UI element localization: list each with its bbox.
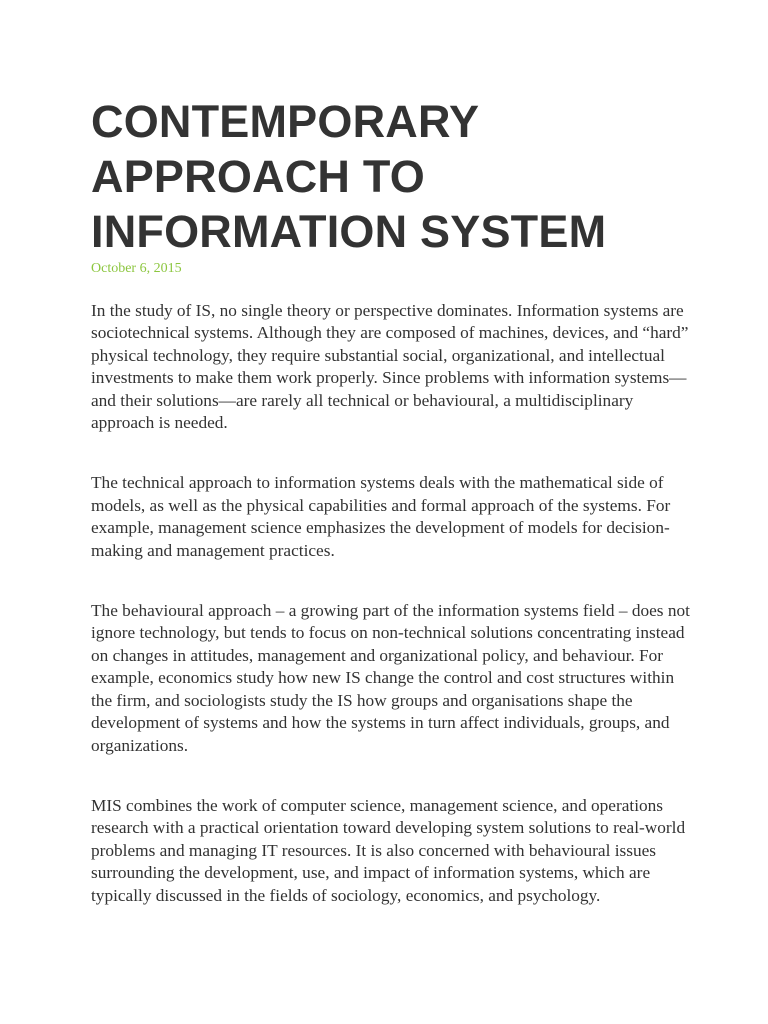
article-date: October 6, 2015	[91, 261, 182, 276]
paragraph-technical-approach: The technical approach to information systems deals with the mathematical side of models, as well as the physical capabilities and formal approach of the systems. For example, management science emphasizes the development of models for decision-making and management practices.	[91, 473, 671, 560]
article-title: CONTEMPORARY APPROACH TO INFORMATION SYSTEM	[91, 96, 607, 257]
paragraph-mis: MIS combines the work of computer science, management science, and operations research with a practical orientation toward developing system solutions to real-world problems and managing IT resources. It is also concerned with behavioural issues surrounding the development, use, and impact of information systems, which are typically discussed in the fields of sociology, economics, and psychology.	[91, 795, 686, 905]
paragraph-intro: In the study of IS, no single theory or perspective dominates. Information systems are sociotechnical systems. Although they are composed of machines, devices, and “hard” physical technology, they require substantial social, organizational, and intellectual investments to make them work properly. Since problems with information systems—and their solutions—are rarely all technical or behavioural, a multidisciplinary approach is needed.	[91, 301, 689, 433]
article	[91, 94, 691, 907]
paragraph-behavioural-approach: The behavioural approach – a growing part of the information systems field – does not ignore technology, but tends to focus on non-technical solutions concentrating instead on changes in attitudes, management and organizational policy, and behaviour. For example, economics study how new IS change the control and cost structures within the firm, and sociologists study the IS how groups and organisations shape the development of systems and how the systems in turn affect individuals, groups, and organizations.	[91, 601, 690, 755]
